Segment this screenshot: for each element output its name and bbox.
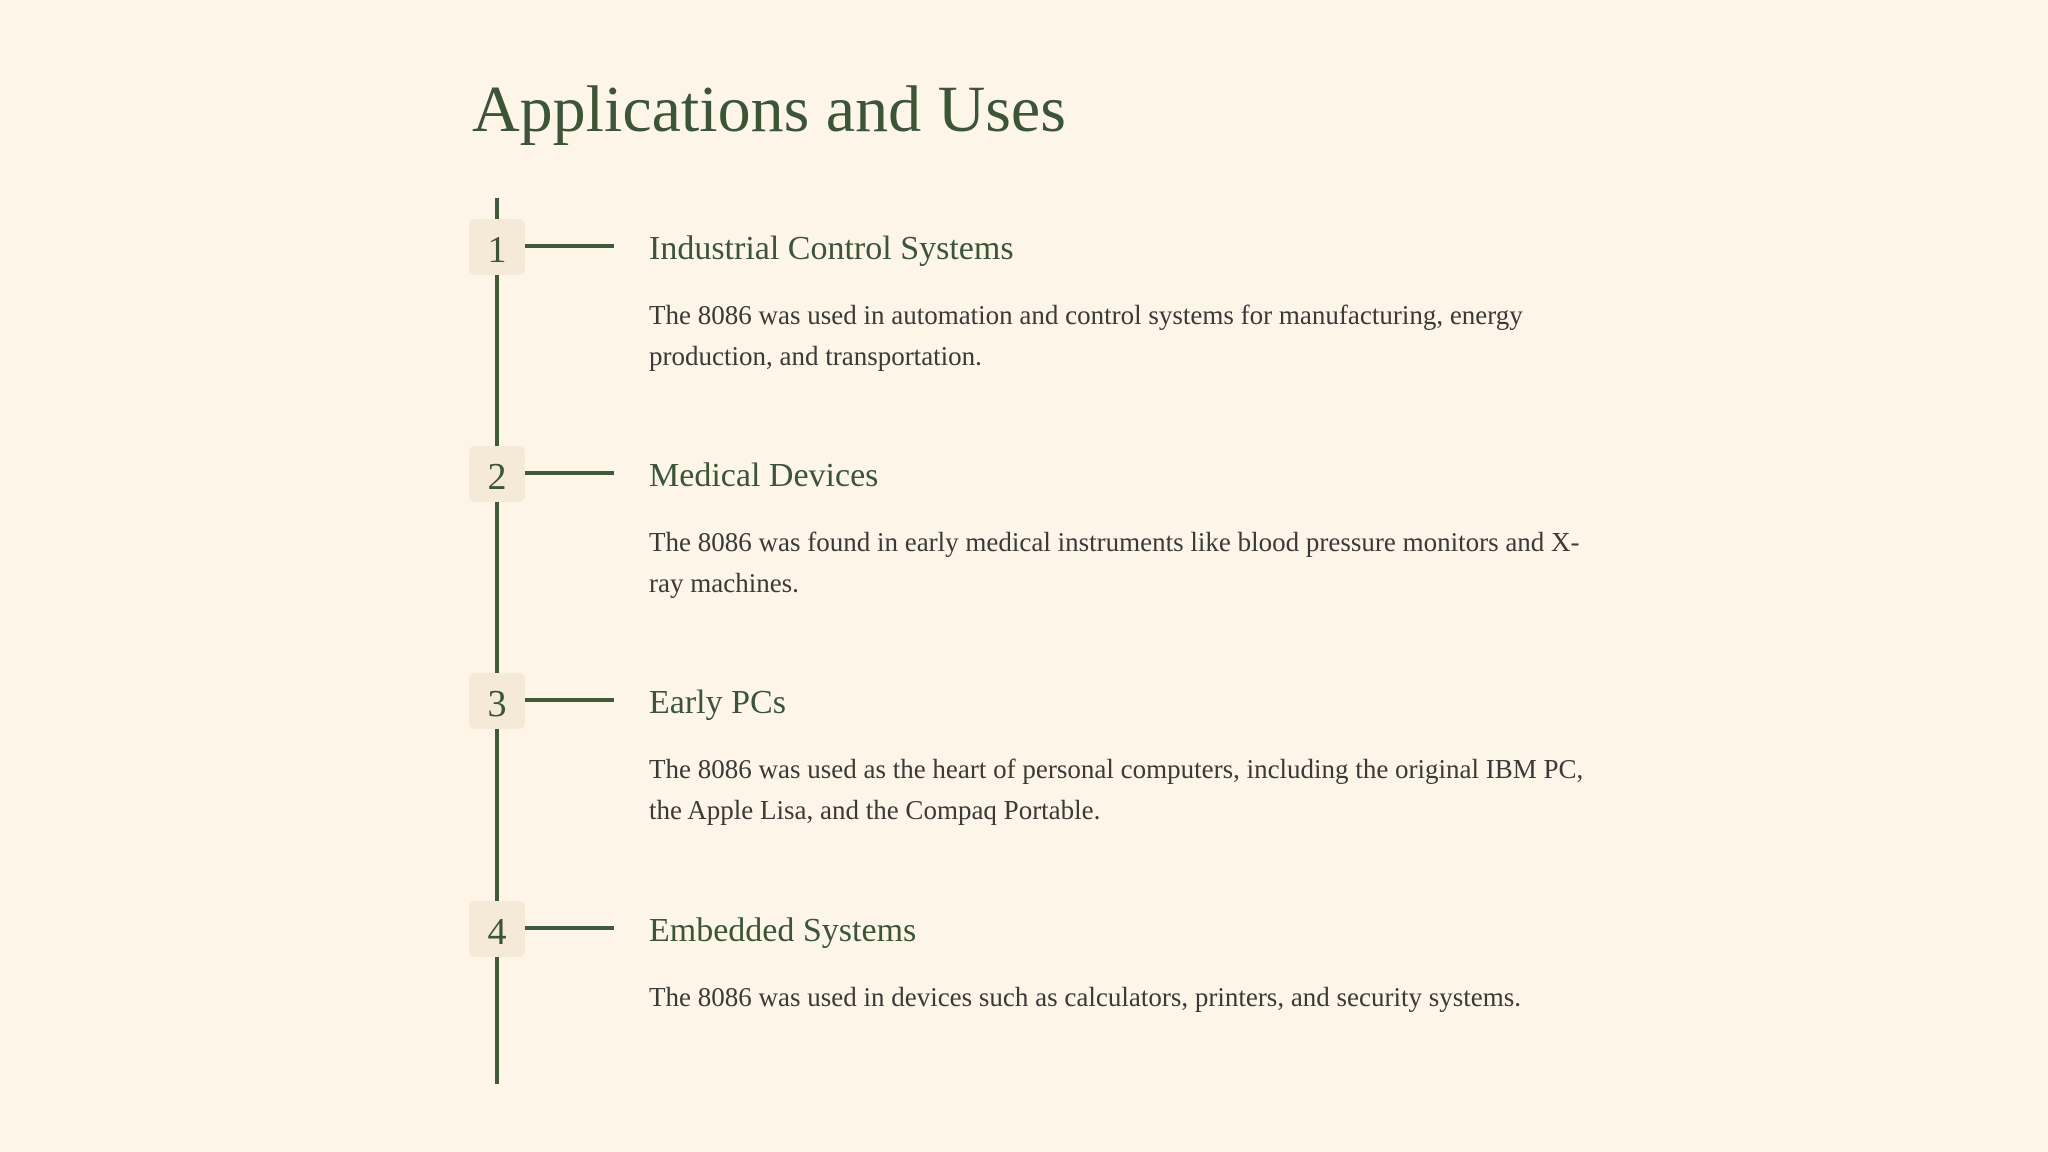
timeline-item-3 [0, 673, 2048, 893]
item-title: Industrial Control Systems [649, 230, 1014, 267]
step-number-badge: 4 [469, 901, 525, 957]
timeline-item-4 [0, 901, 2048, 1121]
step-number-badge: 3 [469, 673, 525, 729]
item-description: The 8086 was used in automation and control systems for manufacturing, energy production, and transportation. [649, 300, 1523, 371]
item-title: Early PCs [649, 684, 786, 721]
timeline-item-1 [0, 219, 2048, 439]
item-description: The 8086 was used in devices such as calculators, printers, and security systems. [649, 982, 1522, 1012]
item-description: The 8086 was found in early medical instruments like blood pressure monitors and X-ray machines. [649, 527, 1580, 598]
timeline-connector [525, 698, 614, 702]
item-title: Embedded Systems [649, 912, 917, 949]
step-number-badge: 1 [469, 219, 525, 275]
item-description: The 8086 was used as the heart of personal computers, including the original IBM PC, the Apple Lisa, and the Compaq Portable. [649, 754, 1584, 825]
item-title: Medical Devices [649, 457, 879, 494]
page-title: Applications and Uses [472, 73, 1066, 146]
step-number-badge: 2 [469, 446, 525, 502]
timeline-connector [525, 244, 614, 248]
timeline-connector [525, 471, 614, 475]
timeline-item-2 [0, 446, 2048, 666]
timeline-connector [525, 926, 614, 930]
